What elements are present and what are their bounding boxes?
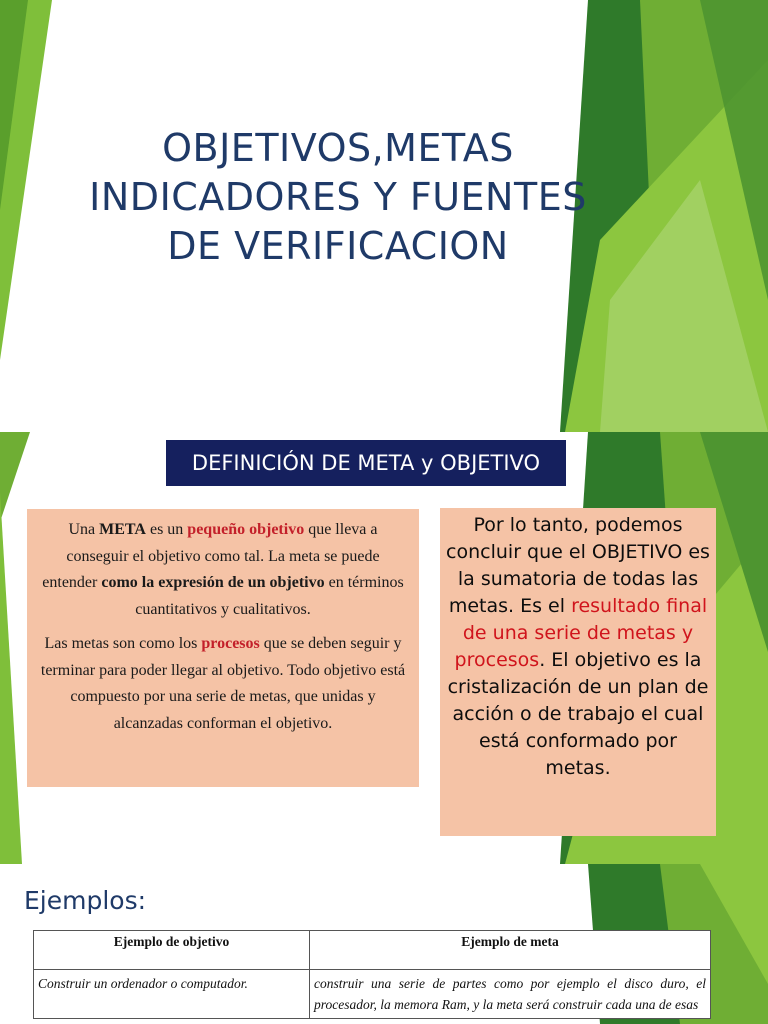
text-run: en términos cuantitativos y cualitativos. (135, 574, 404, 618)
title-line-2: INDICADORES Y FUENTES (89, 175, 587, 219)
definition-slide (0, 432, 768, 864)
left-green-shape-lower (0, 492, 22, 864)
text-run-bold: como la expresión de un objetivo (101, 574, 325, 591)
column-header: Ejemplo de meta (310, 931, 711, 970)
table-header-row (34, 931, 711, 970)
text-run: Las metas son como los (44, 635, 202, 652)
text-run: es un (145, 521, 188, 538)
text-run: que lleva a conseguir el objetivo como tal. La meta se puede entender (42, 521, 380, 591)
slide-title (60, 124, 616, 271)
left-green-shape (0, 432, 30, 522)
table-cell: construir una serie de partes como por ejemplo el disco duro, el procesador, la memora Ram, y la meta será construir cada una de esas (310, 970, 711, 1019)
meta-paragraph-2 (39, 631, 407, 737)
text-run-highlight: procesos (201, 635, 260, 652)
title-line-3: DE VERIFICACION (167, 224, 509, 268)
text-run: Una (68, 521, 100, 538)
examples-heading: Ejemplos: (24, 886, 147, 915)
text-run-bold: META (99, 521, 146, 538)
section-heading: DEFINICIÓN DE META y OBJETIVO (166, 440, 566, 486)
examples-slide (0, 864, 768, 1024)
objetivo-conclusion-box (440, 508, 716, 836)
text-run-highlight: resultado final de una serie de metas y procesos (454, 595, 708, 671)
conclusion-paragraph (446, 512, 710, 782)
text-run: que se deben seguir y terminar para poder llegar al objetivo. Todo objetivo está compuesto por una serie de metas, que unidas y alcanzadas conforman el objetivo. (40, 635, 406, 732)
text-run: Por lo tanto, podemos concluir que el OBJETIVO es la sumatoria de todas las metas. Es el (446, 514, 710, 617)
examples-table (33, 930, 711, 1019)
title-slide (0, 0, 768, 432)
text-run: . El objetivo es la cristalización de un plan de acción o de trabajo el cual está conformado por metas. (447, 649, 709, 779)
text-run-highlight: pequeño objetivo (187, 521, 305, 538)
meta-definition-box (27, 509, 419, 787)
meta-paragraph-1 (39, 517, 407, 623)
table-cell: Construir un ordenador o computador. (34, 970, 310, 1019)
title-line-1: OBJETIVOS,METAS (162, 126, 514, 170)
table-row (34, 970, 711, 1019)
column-header: Ejemplo de objetivo (34, 931, 310, 970)
